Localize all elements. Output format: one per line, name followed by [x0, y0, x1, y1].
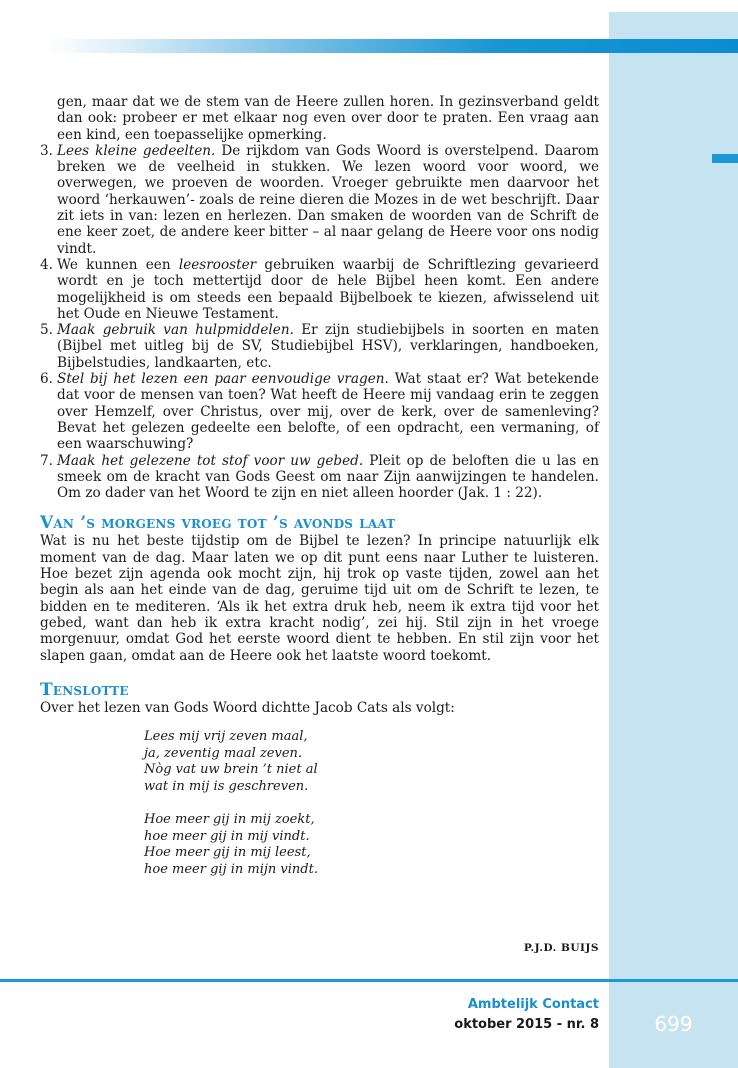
list-item: 3. Lees kleine gedeelten. De rijkdom van Gods Woord is overstelpend. Daarom breken we de veelheid in stukken. We lezen woord voor woord, we overwegen, we proeven de woorden. Vroeger gebruikte men daarvoor het woord ‘herkauwen’- zoals de reine dieren die Mozes in de wet beschrijft. Daar zit iets in van: lezen en herlezen. Dan smaken de woorden van de Schrift de ene keer zoet, de andere keer bitter – al naar gelang de Heere voor ons nodig vindt. [40, 142, 599, 257]
footer [454, 995, 599, 1035]
article-body [40, 94, 599, 895]
list-item: 6. Stel bij het lezen een paar eenvoudige vragen. Wat staat er? Wat betekende dat voor de mensen van toen? Wat heeft de Heere mij vandaag erin te zeggen over Hemzelf, over Christus, over mij, over de kerk, over de samenleving? Bevat het gelezen gedeelte een belofte, of een opdracht, een vermaning, of een waarschuwing? [40, 371, 599, 453]
poem-line: Hoe meer gij in mij zoekt, [144, 812, 315, 828]
poem-line: hoe meer gij in mijn vindt. [144, 861, 318, 877]
section-body-morning: Wat is nu het beste tijdstip om de Bijbel te lezen? In principe natuurlijk elk moment van de dag. Maar laten we op dit punt eens naar Luther te luisteren. Hoe bezet zijn agenda ook mocht zijn, hij trok op vaste tijden, zowel aan het begin als aan het einde van de dag, geruime tijd uit om de Schrift te lezen, te bidden en te mediteren. ‘Als ik het extra druk heb, neem ik extra tijd voor het gebed, want dan heb ik extra kracht nodig’, zei hij. Stil zijn in het vroege morgenuur, omdat God het eerste woord dient te hebben. En stil zijn voor het slapen gaan, omdat aan de Heere ook het laatste woord toekomt. [40, 533, 599, 664]
poem-line: hoe meer gij in mij vindt. [144, 828, 310, 844]
sidebar-tab-marker [712, 154, 738, 163]
issue-label: oktober 2015 - nr. 8 [454, 1017, 599, 1032]
poem-line: wat in mij is geschreven. [144, 778, 309, 794]
header-gradient-bar [48, 39, 738, 53]
footer-rule [0, 979, 738, 982]
poem-line: Nòg vat uw brein ’t niet al [144, 762, 318, 778]
section-heading-morning: Van ’s morgens vroeg tot ’s avonds laat [40, 513, 396, 534]
magazine-name: Ambtelijk Contact [467, 997, 599, 1012]
poem [40, 729, 599, 878]
page-sidebar [609, 12, 738, 1068]
tips-list [40, 143, 599, 502]
poem-stanza [144, 812, 599, 878]
section-body-tenslotte: Over het lezen van Gods Woord dichtte Jacob Cats als volgt: [40, 699, 455, 716]
list-item: 4. We kunnen een leesrooster gebruiken waarbij de Schriftlezing gevarieerd wordt en je toch mettertijd door de hele Bijbel heen komt. Een andere mogelijkheid is om steeds een bepaald Bijbelboek te kiezen, afwisselend uit het Oude en Nieuwe Testament. [40, 256, 599, 322]
author-signature: P.J.D. BUIJS [523, 942, 599, 954]
poem-line: Hoe meer gij in mij leest, [144, 845, 311, 861]
page-number: 699 [654, 1012, 693, 1036]
section-heading-tenslotte: Tenslotte [40, 679, 129, 700]
list-item: 5. Maak gebruik van hulpmiddelen. Er zijn studiebijbels in soorten en maten (Bijbel met uitleg bij de SV, Studiebijbel HSV), verklaringen, handboeken, Bijbelstudies, landkaarten, etc. [40, 322, 599, 371]
poem-stanza [144, 729, 599, 795]
intro-paragraph: gen, maar dat we de stem van de Heere zullen horen. In gezinsverband geldt dan ook: probeer er met elkaar nog even over door te praten. Een vraag aan een kind, een toepasselijke opmerking. [57, 94, 599, 143]
poem-line: Lees mij vrij zeven maal, [144, 729, 308, 745]
poem-line: ja, zeventig maal zeven. [144, 745, 303, 761]
list-item: 7. Maak het gelezene tot stof voor uw gebed. Pleit op de beloften die u las en smeek om de kracht van Gods Geest om naar Zijn aanwijzingen te handelen. Om zo dader van het Woord te zijn en niet alleen hoorder (Jak. 1 : 22). [40, 452, 599, 502]
